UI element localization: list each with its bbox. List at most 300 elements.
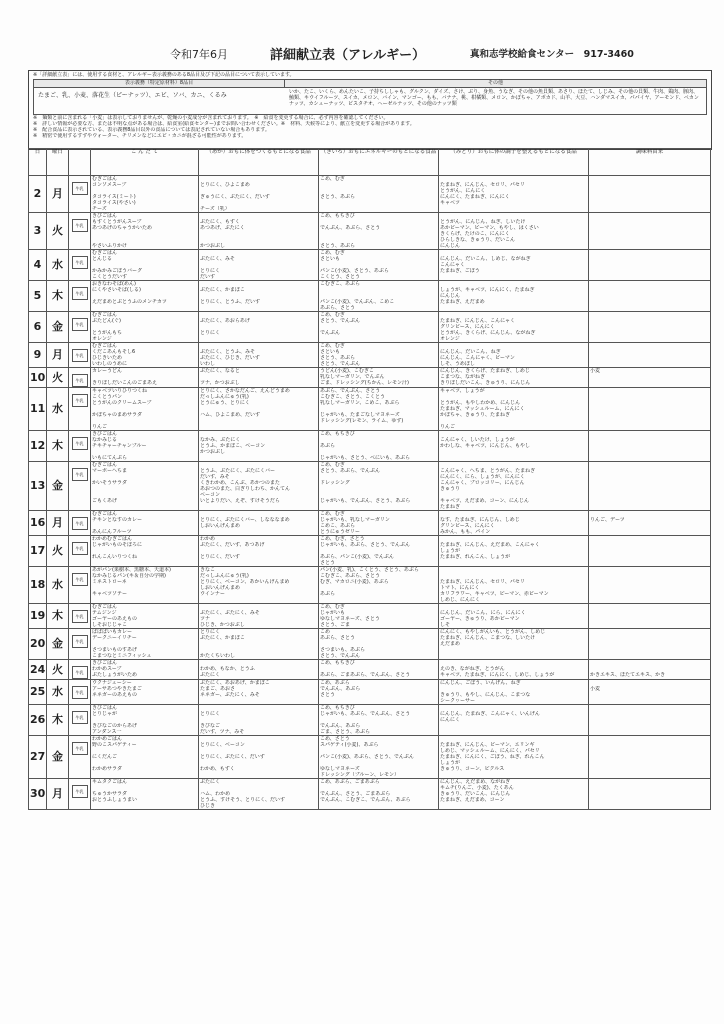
cell-line: かいそうサラダ [92, 480, 127, 486]
allergy-legend-box [28, 70, 712, 150]
red-foods-cell [199, 368, 319, 388]
red-foods-cell [199, 213, 319, 250]
cell-line: むぎごはん [92, 511, 118, 517]
cell-line: だいず、ツナ、みそ [200, 729, 245, 735]
month-label: 令和7年6月 [170, 48, 228, 61]
cell-line: さとう、あぶら [320, 355, 356, 361]
green-foods-cell [439, 705, 589, 736]
weekday: 月 [47, 343, 69, 368]
cell-line: こめ、むぎ [320, 312, 345, 318]
col-day: 日 [29, 149, 47, 176]
cell-line: とうがん、きくらげ、にんじん、ながねぎ [440, 330, 536, 336]
day-block [29, 567, 711, 604]
cell-line [440, 803, 587, 809]
cell-line [590, 622, 709, 628]
cell-line: えだまめ [440, 641, 461, 647]
cell-line [590, 698, 709, 704]
red-foods-cell [199, 250, 319, 281]
cell-line [320, 504, 437, 510]
yellow-foods-cell [319, 462, 439, 511]
cell-line: キムチ(りんご、小麦)、たくあん [440, 785, 514, 791]
cell-line: にんじん [440, 293, 461, 299]
cell-line [590, 243, 709, 249]
green-foods-cell [439, 567, 589, 604]
cell-line: とりにく、とうふ、だいず [200, 299, 261, 305]
cell-line [440, 729, 587, 735]
cell-line: にんじん、だいこん、にら、にんにく [440, 610, 526, 616]
cell-line: キャベツソテー [92, 591, 128, 597]
weekday: 火 [47, 213, 69, 250]
cell-line: でんぷん、あぶら [320, 723, 361, 729]
table-header-row [29, 149, 711, 176]
milk-cell [69, 368, 91, 388]
cell-line: しそ [440, 622, 451, 628]
weekday: 水 [47, 567, 69, 604]
cell-line: とうがん、にんにく [440, 188, 486, 194]
dish-cell [91, 250, 199, 281]
cell-line: たまねぎ、にんじん、ピーマン、エリンギ [440, 742, 535, 748]
milk-carton-icon: 牛乳 [72, 711, 88, 724]
cell-line [320, 336, 437, 342]
cell-line: たまねぎ、えだまめ [440, 299, 485, 305]
milk-cell [69, 567, 91, 604]
day-number: 26 [29, 705, 47, 736]
milk-carton-icon: 牛乳 [72, 573, 88, 586]
cell-line: しょうが [440, 760, 461, 766]
red-foods-cell [199, 629, 319, 660]
weekday: 月 [47, 176, 69, 213]
cell-line: いとよりだい、えぞ、すけそうだら [200, 498, 280, 504]
cell-line: ベーコン [200, 492, 221, 498]
weekday: 水 [47, 388, 69, 431]
red-foods-cell [199, 388, 319, 431]
day-number: 6 [29, 312, 47, 343]
cell-line: キャベツ、しょうが [440, 388, 485, 394]
cell-line: とりにく、ベーコン [200, 742, 245, 748]
dish-cell [91, 680, 199, 705]
weekday: 木 [47, 281, 69, 312]
cell-line: とうにゅう、とりにく [200, 400, 250, 406]
cell-line: きびなごのからあげ [92, 723, 138, 729]
cell-line: こむぎこ、あぶら、さとう [320, 573, 381, 579]
green-foods-cell [439, 388, 589, 431]
cell-line: 野のこスパゲティー [92, 742, 137, 748]
menu-table [28, 148, 711, 810]
red-foods-cell [199, 567, 319, 604]
seasoning-cell [589, 462, 711, 511]
cell-line: きゅうり [440, 486, 461, 492]
cell-line: グリンピース、にんにく [440, 324, 495, 330]
cell-line: こくとう、さとう [320, 274, 361, 280]
cell-line: ぶたにく、かまぼこ [200, 635, 245, 641]
cell-line: だいず、みそ [200, 474, 230, 480]
milk-cell [69, 536, 91, 567]
cell-line: わかめ [200, 536, 216, 542]
milk-carton-icon: 牛乳 [72, 742, 88, 755]
dish-cell [91, 567, 199, 604]
cell-line: ゴーヤー、きゅうり、あかピーマン [440, 616, 520, 622]
cell-line: わかめスープ [92, 666, 122, 672]
cell-line [440, 455, 587, 461]
yellow-foods-cell [319, 281, 439, 312]
cell-line: かたくちいわし [200, 653, 236, 659]
day-block [29, 250, 711, 281]
green-foods-cell [439, 213, 589, 250]
day-block [29, 629, 711, 660]
cell-line [320, 698, 437, 704]
dish-cell [91, 660, 199, 680]
cell-line: こめ、むぎ [320, 511, 345, 517]
day-number: 11 [29, 388, 47, 431]
cell-line: ぶたにく、なると [200, 368, 240, 374]
cell-line: ネネガー、ぶたにく、みそ [200, 692, 260, 698]
cell-line: もずくとうがんスープ [92, 219, 142, 225]
dish-cell [91, 213, 199, 250]
milk-carton-icon: 牛乳 [72, 219, 88, 232]
cell-line: きゅうり、だいこん、にんじん [440, 791, 511, 797]
day-block [29, 388, 711, 431]
cell-line: みかん、もも、パイン [440, 529, 491, 535]
yellow-foods-cell [319, 312, 439, 343]
cell-line: きなこ [200, 567, 216, 573]
cell-line: ごま、ドレッシング(ちかん、レモン汁) [320, 380, 409, 386]
milk-carton-icon: 牛乳 [72, 437, 88, 450]
cell-line: こめ、もちきび [320, 660, 355, 666]
yellow-foods-cell [319, 176, 439, 213]
yellow-foods-cell [319, 660, 439, 680]
day-number: 18 [29, 567, 47, 604]
seasoning-cell [589, 604, 711, 629]
cell-line: ドレッシング(レモン、ライム、ゆず) [320, 418, 404, 424]
day-block [29, 213, 711, 250]
weekday: 金 [47, 629, 69, 660]
cell-line [200, 560, 317, 566]
cell-line: しおいんげんまめ [200, 523, 241, 529]
cell-line: テムジンジ [92, 610, 117, 616]
yellow-foods-cell [319, 680, 439, 705]
cell-line: とりにく、ぶたにくバー、しなななまめ [200, 517, 290, 523]
seasoning-cell [589, 312, 711, 343]
cell-line: あぶら、ごまあぶら、でんぷん、さとう [320, 672, 411, 678]
cell-line: わかめごはん [92, 736, 123, 742]
day-block [29, 462, 711, 511]
cell-line: かつおぶし [200, 243, 226, 249]
cell-line: さとう、でんぷん [320, 653, 361, 659]
col-milk [69, 149, 91, 176]
cell-line: 小麦 [590, 686, 601, 692]
dish-cell [91, 462, 199, 511]
seasoning-cell [589, 511, 711, 536]
red-foods-cell [199, 462, 319, 511]
col-red: （あか）おもに体をつくるもとになる食品 [199, 149, 319, 176]
title-bar [170, 44, 690, 64]
cell-line: ゴーヤーのあえもの [92, 616, 138, 622]
day-number: 2 [29, 176, 47, 213]
cell-line: アーサあつやきたまご [92, 686, 142, 692]
cell-line: さとう、あぶら、でんぷん [320, 468, 381, 474]
cell-line [590, 336, 709, 342]
legend-col2-value: いか、たこ、いくら、めんたいこ、子持ちししゃも、グルクン、ダイズ、さけ、ぶり、身魚、うなぎ、その他の魚貝類、あさり、ほたて、しじみ、その他の貝類、牛肉、鶏肉、豚肉、鮪類、キウイフルーツ、スイカ、メロン、バイン、マンゴー、もも、バナナ、桃、柑橘類、メロン、かぼちゃ、アボカド、山羊、大豆、ハンダマスイカ、パパイヤ、アーモンド、ペカンナッツ、カシューナッツ、ピスタチオ、ヘーゼルナッツ、その他のナッツ類 [289, 89, 699, 107]
cell-line: かぼちゃ、きゅうり、たまねぎ [440, 412, 511, 418]
milk-cell [69, 176, 91, 213]
day-number: 4 [29, 250, 47, 281]
milk-carton-icon: 牛乳 [72, 394, 88, 407]
col-weekday: 曜日 [47, 149, 69, 176]
cell-line: ぶたにく、あおらあげ [200, 318, 250, 324]
yellow-foods-cell [319, 705, 439, 736]
cell-line: でんぷん、さとう、ごまあぶら [320, 791, 391, 797]
cell-line [590, 772, 709, 778]
yellow-foods-cell [319, 736, 439, 779]
cell-line: アンダンス一 [92, 729, 122, 735]
cell-line: こめ、むぎ [320, 176, 345, 182]
milk-carton-icon: 牛乳 [72, 686, 88, 699]
seasoning-cell [589, 680, 711, 705]
cell-line: トマト、にんにく [440, 585, 480, 591]
milk-cell [69, 629, 91, 660]
cell-line: たまねぎ、にんじん、こまつな、しいたけ [440, 635, 536, 641]
day-number: 3 [29, 213, 47, 250]
milk-carton-icon: 牛乳 [72, 542, 88, 555]
cell-line: オレンジ [92, 336, 112, 342]
cell-line: こめ、あぶら、ごまあぶら [320, 779, 380, 785]
red-foods-cell [199, 343, 319, 368]
green-foods-cell [439, 431, 589, 462]
yellow-foods-cell [319, 511, 439, 536]
cell-line: しょうが、キャベツ、にんにく、たまねぎ [440, 287, 535, 293]
cell-line: こめ、もちきび [320, 431, 355, 437]
cell-line: かきエキス、ほたてエキス、かき [590, 672, 666, 678]
cell-line: とうにゅうゼリー [320, 529, 360, 535]
cell-line: きりぼしだいこん、きゅうり、にんじん [440, 380, 531, 386]
red-foods-cell [199, 281, 319, 312]
cell-line: ぶたにく、だいず、あつあげ [200, 542, 265, 548]
cell-line: きゅうり、コーン、ピクルス [440, 766, 505, 772]
seasoning-cell [589, 536, 711, 567]
cell-line: わかめサラダ [92, 766, 122, 772]
cell-line: かみかみごぼうバーグ [92, 268, 143, 274]
cell-line: さとう [320, 560, 336, 566]
cell-line: にんにく、にら、しょうが、にんにく [440, 474, 525, 480]
cell-line: しめじ、にんにく [440, 597, 481, 603]
cell-line: にんにく、もやしがんいも、とうがん、しめじ [440, 629, 546, 635]
red-foods-cell [199, 705, 319, 736]
cell-line: でんぷん [320, 330, 341, 336]
cell-line: こめ、もちきび [320, 213, 355, 219]
cell-line [590, 560, 709, 566]
day-block [29, 312, 711, 343]
cell-line: ぶたにく、とうふ、みそ [200, 349, 256, 355]
cell-line: とりにく、さかなだんご、えんどうまめ [200, 388, 290, 394]
cell-line: たまねぎ、えだまめ、コーン [440, 797, 505, 803]
cell-line: とうふ、ぶたにく、ぶたにくバー [200, 468, 276, 474]
cell-line: キャベツ、たまねぎ、にんにく、しめじ、しょうが [440, 672, 555, 678]
day-block [29, 343, 711, 368]
cell-line [590, 455, 709, 461]
weekday: 金 [47, 312, 69, 343]
cell-line: わかめ、もなか、とうふ [200, 666, 255, 672]
cell-line: ツナ [200, 616, 211, 622]
milk-carton-icon: 牛乳 [72, 349, 88, 362]
cell-line: やさいふりかけ [92, 243, 128, 249]
cell-line [590, 305, 709, 311]
cell-line: こくとうパン [92, 394, 123, 400]
cell-line [200, 305, 317, 311]
cell-line: ハム、ひよこまめ、だいず [200, 412, 260, 418]
legend-col1-value: たまご、乳、小麦、落花生（ピーナッツ）、エビ、ソバ、カニ、くるみ [38, 92, 227, 99]
cell-line: とうがん、にんじん、ねぎ、しいたけ [440, 219, 526, 225]
cell-line: ひじきいため [92, 355, 123, 361]
cell-line [92, 560, 197, 566]
cell-line: コンソメスープ [92, 182, 127, 188]
cell-line: パンこ(小麦)、さとう、あぶら [320, 268, 389, 274]
cell-line: こむぎこ、さとう、こくとう [320, 394, 386, 400]
cell-line: しょうが [440, 548, 461, 554]
yellow-foods-cell [319, 431, 439, 462]
cell-line: ぶたにく、あおあげ、かまぼこ [200, 680, 270, 686]
cell-line: 乳なしマーガリン、こめこ、あぶら [320, 400, 400, 406]
weekday: 木 [47, 604, 69, 629]
cell-line: 乳なしマーガリン、でんぷん [320, 374, 385, 380]
day-number: 5 [29, 281, 47, 312]
cell-line: ドレッシング [320, 480, 350, 486]
milk-cell [69, 511, 91, 536]
cell-line: とうふ、すけそう、とりにく、だいず [200, 797, 286, 803]
cell-line: スパゲティ(小麦)、あぶら [320, 742, 379, 748]
organization-label: 真和志学校給食センター 917-3460 [470, 49, 634, 60]
weekday: 水 [47, 250, 69, 281]
cell-line: だいず [200, 274, 216, 280]
cell-line: ひらしきな、きゅうり、だいこん [440, 237, 516, 243]
cell-line: きびごはん [92, 705, 118, 711]
cell-line: あぶら、さとう [320, 305, 356, 311]
cell-line: にんじん、たまねぎ、こんにゃく、いんげん [440, 711, 540, 717]
cell-line: あつあげのちゃうかいため [92, 225, 153, 231]
green-foods-cell [439, 511, 589, 536]
dish-cell [91, 779, 199, 810]
seasoning-cell [589, 660, 711, 680]
cell-line: キャベツいりひりつくね [92, 388, 148, 394]
cell-line: こんにゃく、ブロッコリー、にんじん [440, 480, 525, 486]
day-number: 17 [29, 536, 47, 567]
day-number: 24 [29, 660, 47, 680]
cell-line: ひじき [200, 803, 216, 809]
cell-line: こめ [320, 629, 331, 635]
cell-line [320, 597, 437, 603]
cell-line: でんぷん、あぶら、さとう [320, 225, 381, 231]
seasoning-cell [589, 779, 711, 810]
green-foods-cell [439, 281, 589, 312]
cell-line: キャベツ [440, 200, 461, 206]
cell-line: シークヮーサー [440, 698, 476, 704]
cell-line: とりにく、ひよこまめ [200, 182, 250, 188]
day-number: 9 [29, 343, 47, 368]
cell-line: たまねぎ [440, 504, 461, 510]
note: ※ 麺類と前に含まれる「小麦」は表示しておりませんが、乾燥の小麦成分が含まれております。 ※ 給食を変更する場合に、必ず内容を確認してください。 [33, 115, 389, 121]
weekday: 木 [47, 705, 69, 736]
cell-line: さとう、あぶら [320, 194, 356, 200]
cell-line: こめ、あぶら [320, 680, 350, 686]
cell-line [440, 772, 587, 778]
cell-line [590, 597, 709, 603]
cell-line: にんじん、ごぼう、いんげん、ねぎ [440, 680, 521, 686]
cell-line [200, 336, 317, 342]
green-foods-cell [439, 250, 589, 281]
cell-line: でんぷん、こむぎこ、でんぷん、あぶら [320, 797, 411, 803]
milk-cell [69, 705, 91, 736]
cell-line: きびごはん [92, 660, 118, 666]
seasoning-cell [589, 736, 711, 779]
cell-line: たまねぎ、れんこん、しょうが [440, 554, 511, 560]
cell-line: とうがんもち [92, 330, 123, 336]
cell-line: デークニーイリチー [92, 635, 137, 641]
yellow-foods-cell [319, 629, 439, 660]
cell-line: タコライス(ミート) [92, 194, 136, 200]
page-title: 詳細献立表（アレルギー） [270, 48, 426, 63]
cell-line: くだこあんもそし6 [92, 349, 136, 355]
cell-line: かつおぶし [200, 449, 226, 455]
weekday: 月 [47, 511, 69, 536]
menu-body [29, 176, 711, 810]
day-number: 20 [29, 629, 47, 660]
green-foods-cell [439, 660, 589, 680]
weekday: 金 [47, 462, 69, 511]
cell-line [320, 803, 437, 809]
cell-line: にんじん、だいこん、しめじ、ながねぎ [440, 256, 531, 262]
cell-line: ミネストローネ [92, 579, 127, 585]
day-number: 13 [29, 462, 47, 511]
cell-line: さつまいものすあげ [92, 647, 138, 653]
milk-carton-icon: 牛乳 [72, 374, 88, 387]
dish-cell [91, 312, 199, 343]
cell-line: たまねぎ、にんじん、こんにゃく [440, 318, 516, 324]
cell-line: にんにく [440, 717, 461, 723]
cell-line: いわしのうめに [92, 361, 128, 367]
cell-line: キムタクごはん [92, 779, 127, 785]
cell-line: おとうふしょうまい [92, 797, 138, 803]
green-foods-cell [439, 343, 589, 368]
cell-line: パン(小麦、乳)、こくとう、さとう、あぶら [320, 567, 419, 573]
green-foods-cell [439, 736, 589, 779]
weekday: 木 [47, 431, 69, 462]
col-green: （みどり）おもに体の調子を整えるもとになる食品 [439, 149, 589, 176]
col-yellow: （きいろ）おもにエネルギーのもとになる食品 [319, 149, 439, 176]
seasoning-cell [589, 629, 711, 660]
cell-line: とうふ、かまぼこ、ベーコン [200, 443, 266, 449]
cell-line: しそおじじゃこ [92, 622, 128, 628]
red-foods-cell [199, 736, 319, 779]
cell-line: でんぷん、あぶら [320, 686, 361, 692]
dish-cell [91, 343, 199, 368]
green-foods-cell [439, 312, 589, 343]
cell-line: ぶたにく、ぶたにく、みそ [200, 610, 260, 616]
cell-line: にくやさいそば(しる) [92, 287, 141, 293]
legend-table [33, 79, 707, 115]
cell-line: きびごはん [92, 431, 118, 437]
cell-line: えのき、ながねぎ、とうがん [440, 666, 505, 672]
dish-cell [91, 176, 199, 213]
day-block [29, 281, 711, 312]
day-block [29, 511, 711, 536]
cell-line: あつあげ、ぶたにく [200, 225, 245, 231]
cell-line: ドレッシング（ブルーン、レモン） [320, 772, 400, 778]
cell-line: あぶら、パンこ(小麦)、でんぷん [320, 554, 394, 560]
cell-line: オレンジ [440, 336, 460, 342]
yellow-foods-cell [319, 368, 439, 388]
seasoning-cell [589, 281, 711, 312]
cell-line: じゃがいものそぼろに [92, 542, 143, 548]
cell-line: むぎごはん [92, 176, 118, 182]
